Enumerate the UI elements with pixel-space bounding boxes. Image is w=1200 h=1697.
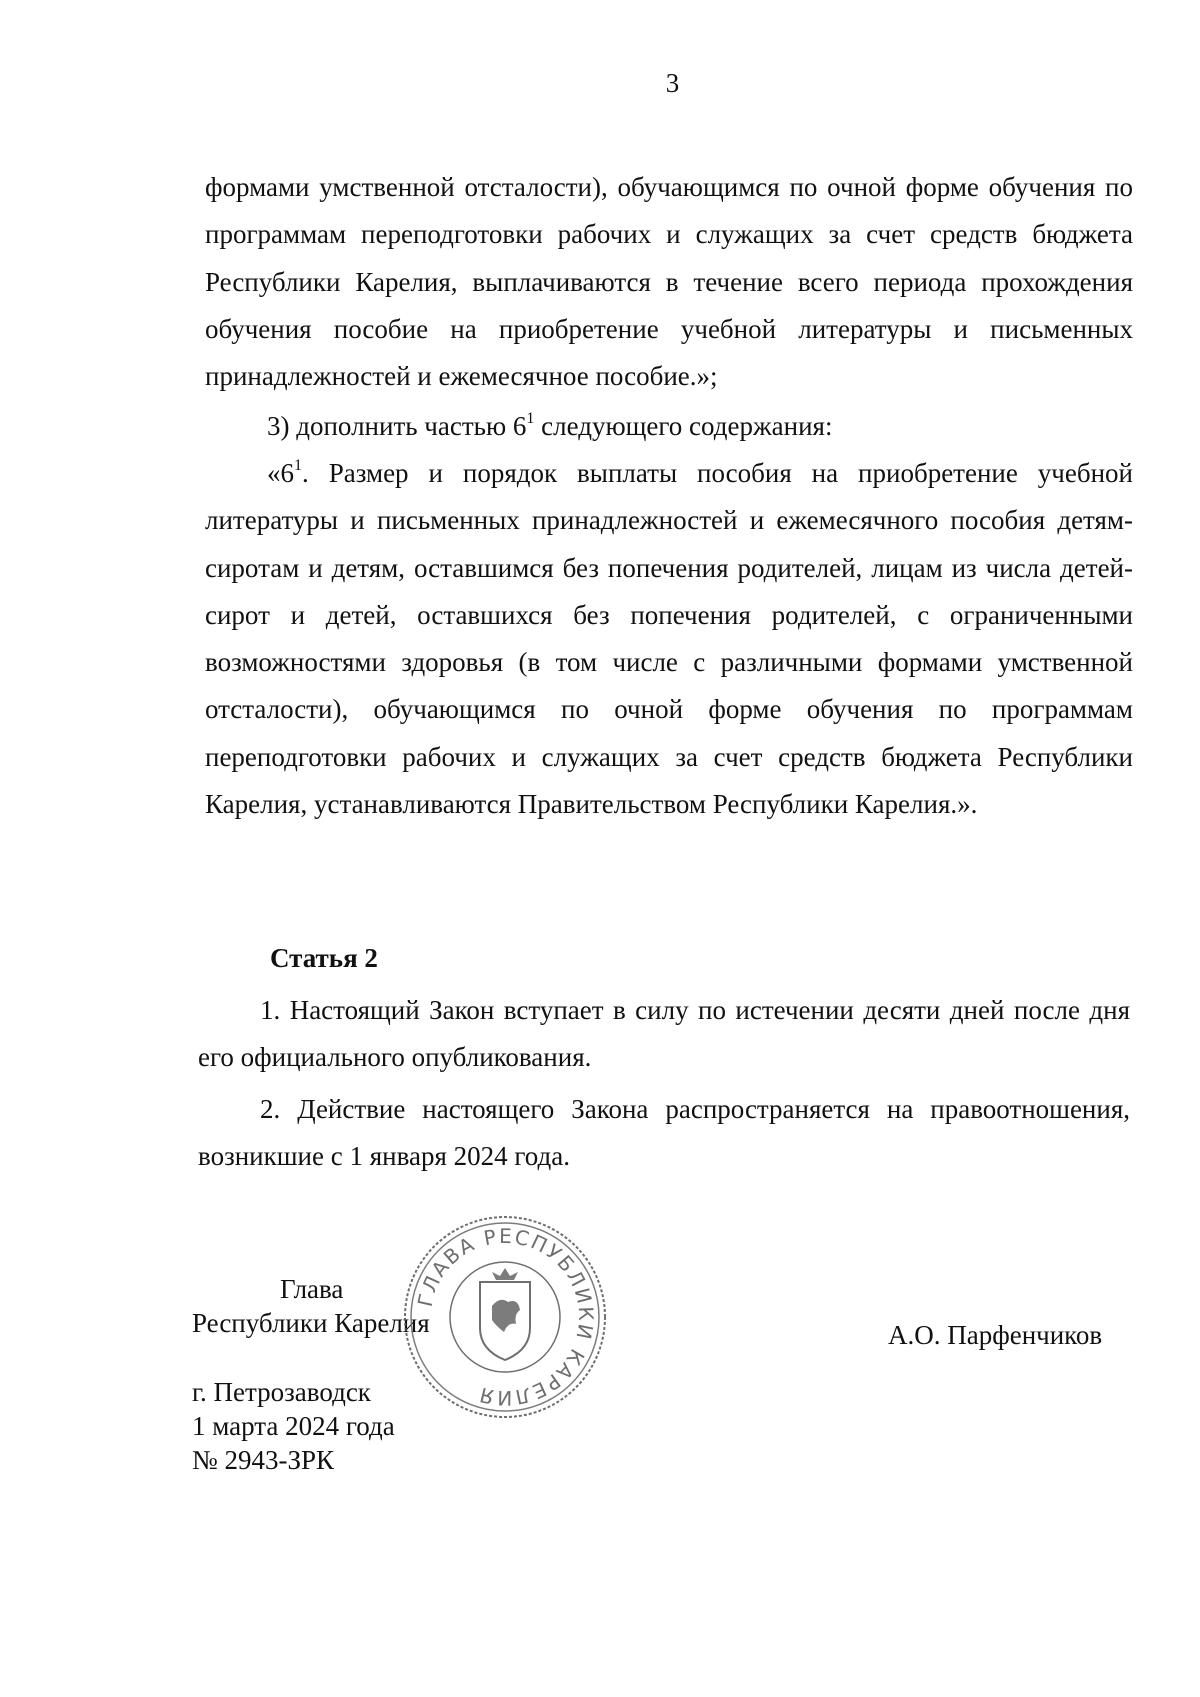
seal-emblem-icon: [480, 1268, 530, 1360]
amendment-item-text-end: следующего содержания:: [534, 411, 833, 441]
superscript: 1: [526, 410, 535, 427]
amendment-item-text: 3) дополнить частью 6: [267, 411, 527, 441]
seal-text: ГЛАВА РЕСПУБЛИКИ КАРЕЛИЯ: [412, 1223, 599, 1411]
paragraph-amendment-item: [205, 403, 1133, 450]
paragraph-continuation: формами умственной отсталости), обучающимся по очной форме обучения по программам переподготовки рабочих и служащих за счет средств бюджета Республики Карелия, выплачиваются в течение всего периода прохождения обучения пособие на приобретение учебной литературы и письменных принадлежностей и ежемесячное пособие.»;: [205, 172, 1133, 392]
article-clause-2: 2. Действие настоящего Закона распространяется на правоотношения, возникшие с 1 января 2024 года.: [198, 1094, 1130, 1172]
law-number: № 2943-ЗРК: [192, 1445, 335, 1475]
article-heading: Статья 2: [270, 943, 378, 973]
page-number: 3: [665, 68, 680, 98]
article-clause-1: 1. Настоящий Закон вступает в силу по истечении десяти дней после дня его официального опубликования.: [198, 995, 1130, 1073]
signatory-title-line2: Республики Карелия: [192, 1308, 430, 1338]
superscript: 1: [294, 457, 302, 474]
official-seal: [400, 1210, 610, 1425]
signatory-title-line1: Глава: [280, 1274, 344, 1304]
signatory-name: А.О. Парфенчиков: [888, 1320, 1103, 1350]
paragraph-new-part: [205, 450, 1133, 828]
new-part-text: . Размер и порядок выплаты пособия на приобретение учебной литературы и письменных принадлежностей и ежемесячного пособия детям-сиротам и детям, оставшимся без попечения родителей, лицам из числа детей-сирот и детей, оставшихся без попечения родителей, с ограниченными возможностями здоровья (в том числе с различными формами умственной отсталости), обучающимся по очной форме обучения по программам переподготовки рабочих и служащих за счет средств бюджета Республики Карелия, устанавливаются Правительством Республики Карелия.».: [205, 458, 1133, 820]
new-part-start: «6: [267, 458, 294, 488]
date-of-signing: 1 марта 2024 года: [192, 1411, 395, 1441]
place-of-signing: г. Петрозаводск: [192, 1377, 371, 1407]
